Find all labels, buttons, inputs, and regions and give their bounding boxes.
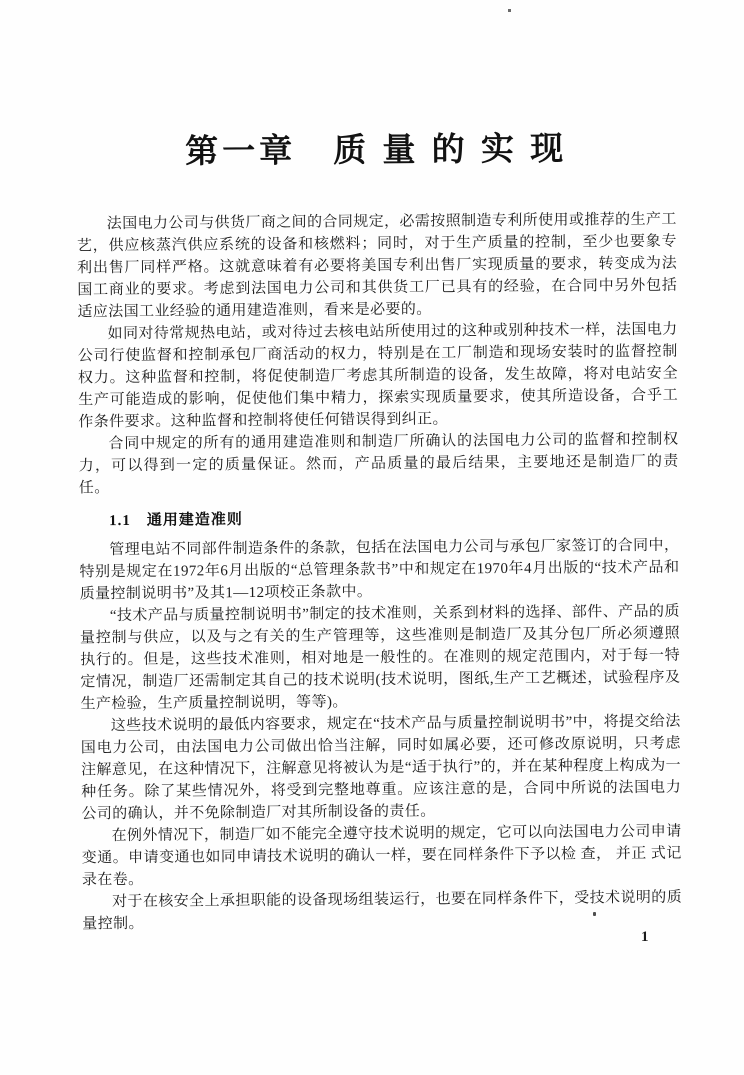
intro-paragraph: 合同中规定的所有的通用建造准则和制造厂所确认的法国电力公司的监督和控制权力，可以得到一定的质量保证。然而，产品质量的最后结果，主要地还是制造厂的责任。 <box>78 431 679 497</box>
intro-paragraph: 法国电力公司与供货厂商之间的合同规定，必需按照制造专利所使用或推荐的生产工艺，供应核蒸汽供应系统的设备和核燃料；同时，对于生产质量的控制，至少也要象专利出售厂同样严格。这就意味着有必要将美国专利出售厂实现质量的要求，转变成为法国工商业的要求。考虑到法国电力公司和其供货工厂已具有的经验，在合同中另外包括适应法国工业经验的通用建造准则，看来是必要的。 <box>76 211 678 321</box>
section-paragraph: 对于在核安全上承担职能的设备现场组装运行，也要在同样条件下，受技术说明的质量控制。 <box>82 889 683 933</box>
page-number: 1 <box>641 929 649 945</box>
section-paragraph: 管理电站不同部件制造条件的条款，包括在法国电力公司与承包厂家签订的合同中，特别是规定在1972年6月出版的“总管理条款书”中和规定在1970年4月出版的“技术产品和质量控制说明书”及其1—12项校正条款中。 <box>79 537 680 603</box>
section-paragraph: 在例外情况下，制造厂如不能完全遵守技术说明的规定，它可以向法国电力公司申请变通。申请变通也如同申请技术说明的确认一样，要在同样条件下予以检 查， 并正 式记 录在卷。 <box>81 823 682 889</box>
scan-artifact-speck <box>508 9 511 12</box>
section-paragraph: 这些技术说明的最低内容要求，规定在“技术产品与质量控制说明书”中，将提交给法国电力公司，由法国电力公司做出恰当注解，同时如属必要，还可修改原说明，只考虑注解意见，在这种情况下，注解意见将被认为是“适于执行”的，并在某种程度上构成为一种任务。除了某些情况外，将受到完整地尊重。应该注意的是，合同中所说的法国电力公司的确认，并不免除制造厂对其所制设备的责任。 <box>80 713 682 823</box>
section-heading: 1.1 通用建造准则 <box>109 512 243 530</box>
chapter-title: 第一章 质 量 的 实 现 <box>185 131 568 171</box>
section-paragraph: “技术产品与质量控制说明书”制定的技术准则，关系到材料的选择、部件、产品的质量控制与供应，以及与之有关的生产管理等，这些准则是制造厂及其分包厂所必须遵照执行的。但是，这些技术准则，相对地是一般性的。在准则的规定范围内，对于每一特定情况，制造厂还需制定其自己的技术说明(技术说明，图纸,生产工艺概述，试验程序及生产检验，生产质量控制说明，等等)。 <box>79 603 681 713</box>
page-content <box>76 122 682 936</box>
intro-paragraph: 如同对待常规热电站，或对待过去核电站所使用过的这种或别种技术一样，法国电力公司行使监督和控制承包厂商活动的权力，特别是在工厂制造和现场安装时的监督控制权力。这种监督和控制，将促使制造厂考虑其所制造的设备，发生故障，将对电站安全生产可能造成的影响，促使他们集中精力，探索实现质量要求，使其所造设备，合乎工作条件要求。这种监督和控制将使任何错误得到纠正。 <box>77 321 679 431</box>
